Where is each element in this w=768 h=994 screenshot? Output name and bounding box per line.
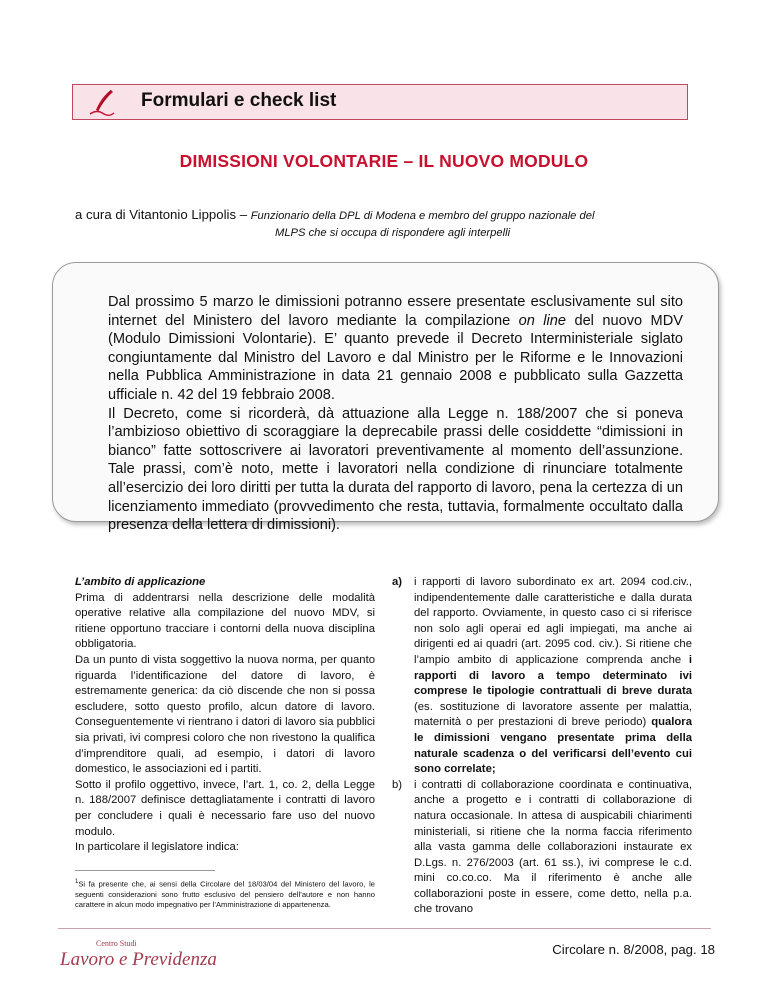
- abstract-part-1: Dal prossimo 5 marzo le dimissioni potranno essere presentate esclusivamente sul sito internet del Ministero del lavoro mediante la compilazione: [108, 294, 683, 329]
- abstract-text: [108, 293, 683, 535]
- abstract-part-3: Il Decreto, come si ricorderà, dà attuazione alla Legge n. 188/2007 che si poneva l’ambizioso obiettivo di scoraggiare la deprecabile prassi delle cosiddette “dimissioni in bianco” fatte sottoscrivere ai lavoratori preventivamente al momento dell’assunzione. Tale prassi, com’è noto, mette i lavoratori nella condizione di rinunciare totalmente all’esercizio dei loro diritti per tutta la durata del rapporto di lavoro, pena la certezza di un licenziamento immediato (provvedimento che resta, tuttavia, formalmente occultato dalla presenza della lettera di dimissioni).: [108, 405, 683, 534]
- right-column: [392, 575, 692, 918]
- byline: [75, 206, 715, 242]
- list-text: i rapporti di lavoro subordinato ex art. 2094 cod.civ., indipendentemente dalle caratteristiche e dalla durata del rapporto. Ovviamente, in questo caso ci si riferisce non solo agli operai ed agli impiegati, ma anche ai dirigenti ed ai quadri (art. 2095 cod. civ.). Si ritiene che l’ampio ambito di applicazione comprenda anche: [414, 576, 692, 666]
- abstract-online: on line: [518, 312, 567, 329]
- list-label: b): [392, 778, 403, 791]
- list-text: (es. sostituzione di lavoratore assente per malattia, maternità o per prestazioni di breve periodo): [414, 700, 692, 729]
- abstract-box: [52, 262, 719, 534]
- left-column: [75, 575, 375, 911]
- paragraph: Prima di addentrarsi nella descrizione delle modalità operative relative alla compilazione del nuovo MDV, si ritiene opportuno tracciare i contorni della nuova disciplina obbligatoria.: [75, 591, 375, 651]
- footnote: [75, 877, 375, 911]
- footer-divider: [58, 928, 711, 929]
- paragraph: In particolare il legislatore indica:: [75, 841, 239, 854]
- list-item: [392, 778, 692, 918]
- list-text-bold: qualora le dimissioni vengano presentate prima della naturale scadenza o del verificarsi dell’evento cui sono correlate;: [414, 716, 692, 776]
- byline-affiliation-1: Funzionario della DPL di Modena e membro del gruppo nazionale del: [250, 210, 595, 222]
- footnote-mark: 1: [75, 878, 79, 885]
- section-heading: L’ambito di applicazione: [75, 576, 206, 588]
- logo-line-2: Lavoro e Previdenza: [60, 949, 217, 970]
- footnote-divider: [75, 870, 215, 871]
- list-text: i contratti di collaborazione coordinata e continuativa, anche a progetto e i contratti di collaborazione di natura occasionale. In attesa di auspicabili chiarimenti ministeriali, si ritiene che la norma faccia riferimento alla vasta gamma delle collaborazioni instaurate ex D.Lgs. n. 276/2003 (art. 61 ss.), ivi comprese le c.d. mini co.co.co. Ma il riferimento è anche alle collaborazioni poste in essere, come detto, nella p.a. che trovano: [414, 778, 692, 916]
- section-title: Formulari e check list: [141, 90, 337, 111]
- logo-line-1: Centro Studi: [96, 939, 137, 948]
- paragraph: Sotto il profilo oggettivo, invece, l’art. 1, co. 2, della Legge n. 188/2007 definisce dettagliatamente i contratti di lavoro per concludere i quali è necessario fare uso del nuovo modulo.: [75, 778, 375, 838]
- quill-pen-icon: [87, 88, 117, 118]
- byline-author: a cura di Vitantonio Lippolis –: [75, 207, 251, 222]
- footnote-text: Si fa presente che, ai sensi della Circolare del 18/03/04 del Ministero del lavoro, le seguenti considerazioni sono frutto esclusivo del pensiero dell’autore e non hanno carattere in alcun modo impegnativo per l’Amministrazione di appartenenza.: [75, 879, 375, 910]
- paragraph: Da un punto di vista soggettivo la nuova norma, per quanto riguarda l’identificazione del datore di lavoro, è estremamente generica: da ciò discende che non si possa escludere, sotto questo profilo, alcun datore di lavoro. Conseguentemente vi rientrano i datori di lavoro sia pubblici sia privati, ivi compresi coloro che non rivestono la qualifica d’imprenditore quali, ad esempio, i datori di lavoro domestico, le associazioni ed i partiti.: [75, 653, 375, 776]
- article-title: DIMISSIONI VOLONTARIE – IL NUOVO MODULO: [179, 151, 589, 171]
- section-banner: [72, 84, 688, 120]
- abstract-part-2: del nuovo MDV (Modulo Dimissioni Volontarie). E’ quanto prevede il Decreto Interministeriale siglato congiuntamente dal Ministro del Lavoro e dal Ministro per le Riforme e le Innovazioni nella Pubblica Amministrazione in data 21 gennaio 2008 e pubblicato sulla Gazzetta ufficiale n. 42 del 19 febbraio 2008.: [108, 312, 683, 403]
- publisher-logo: [60, 938, 217, 983]
- page-reference: Circolare n. 8/2008, pag. 18: [552, 942, 715, 957]
- list-label: a): [392, 576, 403, 588]
- byline-affiliation-2: MLPS che si occupa di rispondere agli interpelli: [275, 227, 511, 239]
- list-item: [392, 575, 692, 778]
- list-text-bold: i rapporti di lavoro a tempo determinato ivi comprese le tipologie contrattuali di breve durata: [414, 653, 692, 698]
